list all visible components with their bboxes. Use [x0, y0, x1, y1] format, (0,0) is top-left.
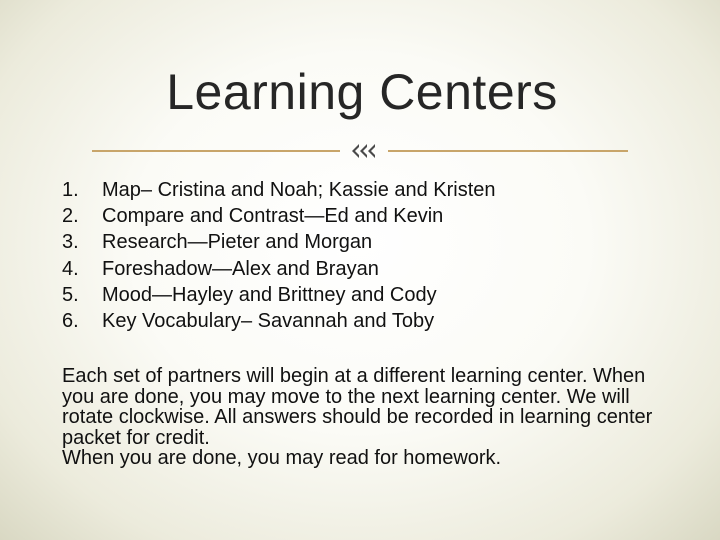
list-item — [62, 308, 496, 334]
divider-line-left — [92, 150, 340, 152]
instructions-paragraph: Each set of partners will begin at a different learning center. When you are done, you may move to the next learning center. We will rotate clockwise. All answers should be recorded in learning center packet for credit. — [62, 365, 653, 449]
decorative-chevron-icon — [346, 140, 382, 162]
list-item-number: 1. — [62, 179, 79, 201]
list-item-number: 4. — [62, 257, 79, 280]
list-item — [62, 256, 496, 282]
title-divider — [92, 140, 628, 162]
homework-paragraph: When you are done, you may read for homework. — [62, 447, 502, 469]
list-item-text: Map– Cristina and Noah; Kassie and Kristen — [102, 179, 496, 201]
list-item-number: 5. — [62, 283, 79, 306]
divider-line-right — [388, 150, 628, 152]
list-item-number: 2. — [62, 205, 79, 228]
list-item — [62, 229, 496, 255]
list-item-text: Mood—Hayley and Brittney and Cody — [102, 283, 437, 306]
slide-title: Learning Centers — [166, 64, 558, 120]
learning-centers-list — [62, 177, 496, 334]
list-item — [62, 177, 496, 203]
list-item-number: 3. — [62, 231, 79, 254]
instructions-text — [62, 366, 662, 469]
list-item-text: Foreshadow—Alex and Brayan — [102, 257, 379, 280]
list-item-number: 6. — [62, 310, 79, 333]
list-item-text: Key Vocabulary– Savannah and Toby — [102, 310, 435, 333]
list-item — [62, 203, 496, 229]
list-item-text: Research—Pieter and Morgan — [102, 231, 373, 254]
list-item — [62, 282, 496, 308]
list-item-text: Compare and Contrast—Ed and Kevin — [102, 205, 444, 228]
